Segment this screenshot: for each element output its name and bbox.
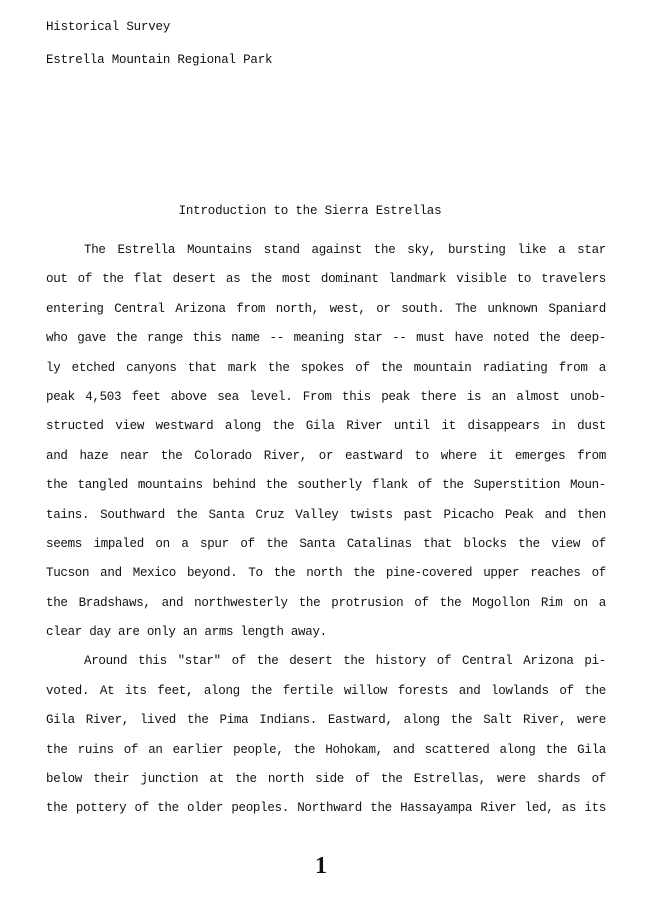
text-line: below their junction at the north side of the Estrellas, were shards of [46,772,606,787]
text-line: Around this "star" of the desert the history of Central Arizona pi- [84,654,606,669]
text-line: the pottery of the older peoples. Northward the Hassayampa River led, as its [46,801,606,816]
text-line: the Bradshaws, and northwesterly the protrusion of the Mogollon Rim on a [46,595,606,610]
header-survey-label: Historical Survey [46,20,171,34]
text-line: peak 4,503 feet above sea level. From this peak there is an almost unob- [46,389,606,404]
text-line: tains. Southward the Santa Cruz Valley twists past Picacho Peak and then [46,507,606,522]
text-line: The Estrella Mountains stand against the sky, bursting like a star [84,243,606,257]
text-line: entering Central Arizona from north, west, or south. The unknown Spaniard [46,301,606,316]
text-line: who gave the range this name -- meaning star -- must have noted the deep- [46,331,606,346]
text-line: clear day are only an arms length away. [46,625,327,640]
text-line: the tangled mountains behind the southerly flank of the Superstition Moun- [46,478,606,493]
text-line: ly etched canyons that mark the spokes of the mountain radiating from a [46,360,606,375]
body-text [46,236,606,824]
text-line: seems impaled on a spur of the Santa Catalinas that blocks the view of [46,536,606,551]
text-line: structed view westward along the Gila River until it disappears in dust [46,419,606,434]
text-line: Tucson and Mexico beyond. To the north the pine-covered upper reaches of [46,566,606,581]
text-line: out of the flat desert as the most dominant landmark visible to travelers [46,272,606,287]
text-line: Gila River, lived the Pima Indians. Eastward, along the Salt River, were [46,713,606,728]
header-park-name: Estrella Mountain Regional Park [46,53,273,67]
text-line: voted. At its feet, along the fertile willow forests and lowlands of the [46,683,606,698]
text-line: and haze near the Colorado River, or eastward to where it emerges from [46,448,606,463]
text-line: the ruins of an earlier people, the Hohokam, and scattered along the Gila [46,742,606,757]
section-title: Introduction to the Sierra Estrellas [178,204,442,218]
page-number: 1 [315,853,327,879]
